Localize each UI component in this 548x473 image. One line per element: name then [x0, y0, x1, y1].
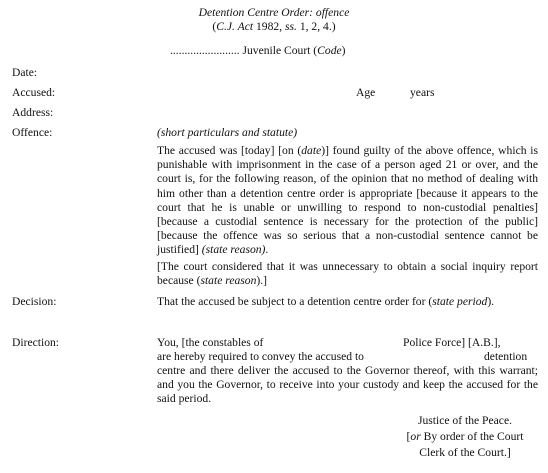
direction-line-2-end: detention	[484, 350, 528, 363]
direction-line-2-start: are hereby required to convey the accused to	[157, 350, 364, 363]
direction-line-1-end: Police Force] [A.B.],	[403, 336, 501, 349]
offence-finding-paragraph: The accused was [today] [on (date)] found guilty of the above offence, which is punishable with imprisonment in the case of a person aged 21 or over, and the court is, for the following reason, of the opinion that no method of dealing with him other than a detention centre order is appropriate [because it appears to the court that he is unable or unwilling to respond to non-custodial penalties] [because a custodial sentence is necessary for the protection of the public] [because the offence was so serious that a non-custodial sentence cannot be justified] (state reason).	[157, 144, 538, 257]
form-title: Detention Centre Order: offence	[198, 6, 350, 19]
decision-label: Decision:	[12, 295, 57, 308]
court-name: ........................ Juvenile Court (Code)	[170, 44, 346, 57]
clerk-signature: Clerk of the Court.]	[419, 446, 511, 459]
direction-label: Direction:	[12, 336, 60, 349]
decision-text: That the accused be subject to a detention centre order for (state period).	[157, 295, 495, 308]
age-label: Age	[356, 86, 376, 99]
direction-text: centre and there deliver the accused to the Governor thereof, with this warrant; and you the Governor, to receive into your custody and keep the accused for the said period.	[157, 364, 538, 406]
court-order-line: [or By order of the Court	[406, 430, 524, 443]
justice-signature: Justice of the Peace.	[417, 414, 512, 427]
offence-label: Offence:	[12, 126, 53, 139]
date-label: Date:	[12, 66, 38, 79]
accused-label: Accused:	[12, 86, 56, 99]
address-label: Address:	[12, 106, 54, 119]
years-label: years	[410, 86, 435, 99]
direction-line-1-start: You, [the constables of	[157, 336, 264, 349]
statute-citation: (C.J. Act 1982, ss. 1, 2, 4.)	[212, 20, 336, 33]
offence-particulars: (short particulars and statute)	[157, 126, 298, 139]
social-inquiry-paragraph: [The court considered that it was unnecessary to obtain a social inquiry report because (state reason).]	[157, 260, 538, 288]
